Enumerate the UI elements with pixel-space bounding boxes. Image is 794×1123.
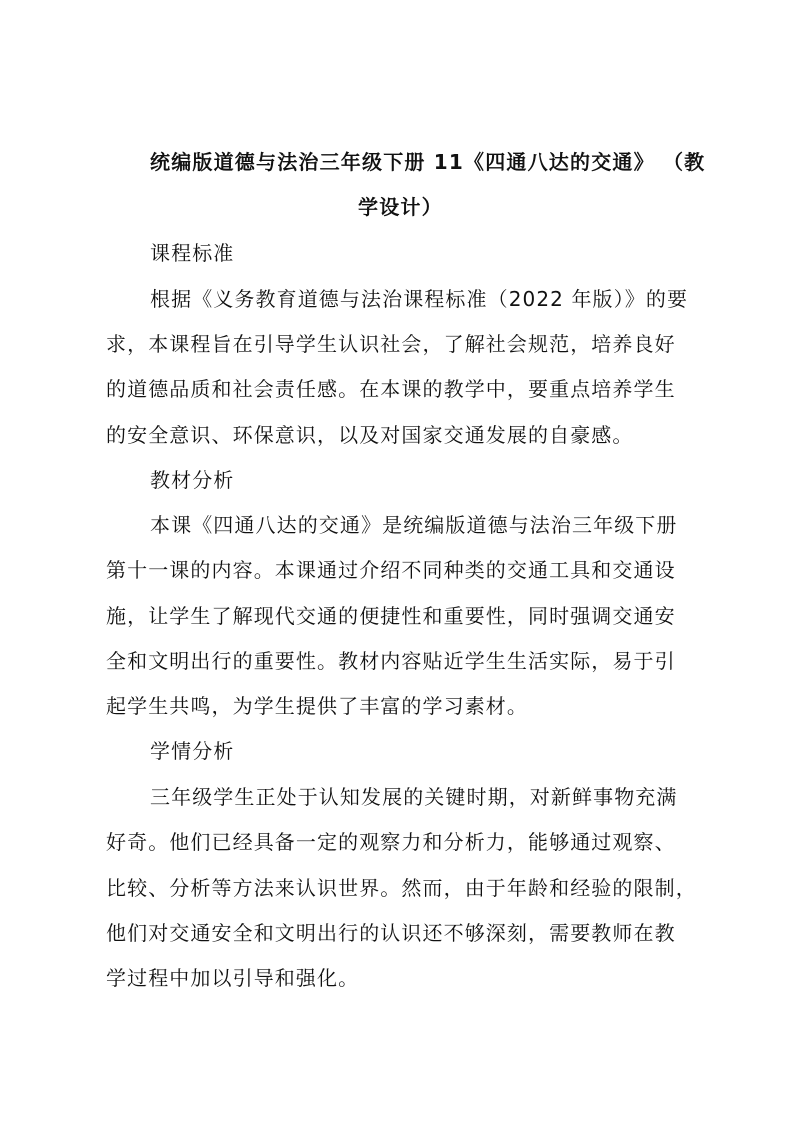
section-heading-standard: 课程标准 (150, 241, 235, 265)
section-heading-learners: 学情分析 (150, 739, 235, 763)
paragraph-line: 的安全意识、环保意识，以及对国家交通发展的自豪感。 (106, 423, 634, 447)
paragraph-line: 他们对交通安全和文明出行的认识还不够深刻，需要教师在教 (106, 921, 676, 945)
paragraph-line: 的道德品质和社会责任感。在本课的教学中，要重点培养学生 (106, 377, 676, 401)
paragraph-line: 学过程中加以引导和强化。 (106, 966, 360, 990)
paragraph-line: 本课《四通八达的交通》是统编版道德与法治三年级下册 (150, 513, 678, 537)
paragraph-line: 比较、分析等方法来认识世界。然而，由于年龄和经验的限制， (106, 876, 697, 900)
paragraph-line: 求，本课程旨在引导学生认识社会，了解社会规范，培养良好 (106, 332, 676, 356)
paragraph-line: 第十一课的内容。本课通过介绍不同种类的交通工具和交通设 (106, 558, 676, 582)
paragraph-line: 根据《义务教育道德与法治课程标准（2022 年版）》的要 (150, 287, 689, 311)
paragraph-line: 好奇。他们已经具备一定的观察力和分析力，能够通过观察、 (106, 830, 676, 854)
paragraph-line: 全和文明出行的重要性。教材内容贴近学生生活实际，易于引 (106, 649, 676, 673)
paragraph-line: 起学生共鸣，为学生提供了丰富的学习素材。 (106, 694, 528, 718)
document-title-line-2: 学设计） (358, 195, 443, 219)
paragraph-line: 三年级学生正处于认知发展的关键时期，对新鲜事物充满 (150, 785, 678, 809)
paragraph-line: 施，让学生了解现代交通的便捷性和重要性，同时强调交通安 (106, 604, 676, 628)
document-title-line-1: 统编版道德与法治三年级下册 11《四通八达的交通》 （教 (150, 150, 706, 174)
section-heading-textbook: 教材分析 (150, 468, 235, 492)
